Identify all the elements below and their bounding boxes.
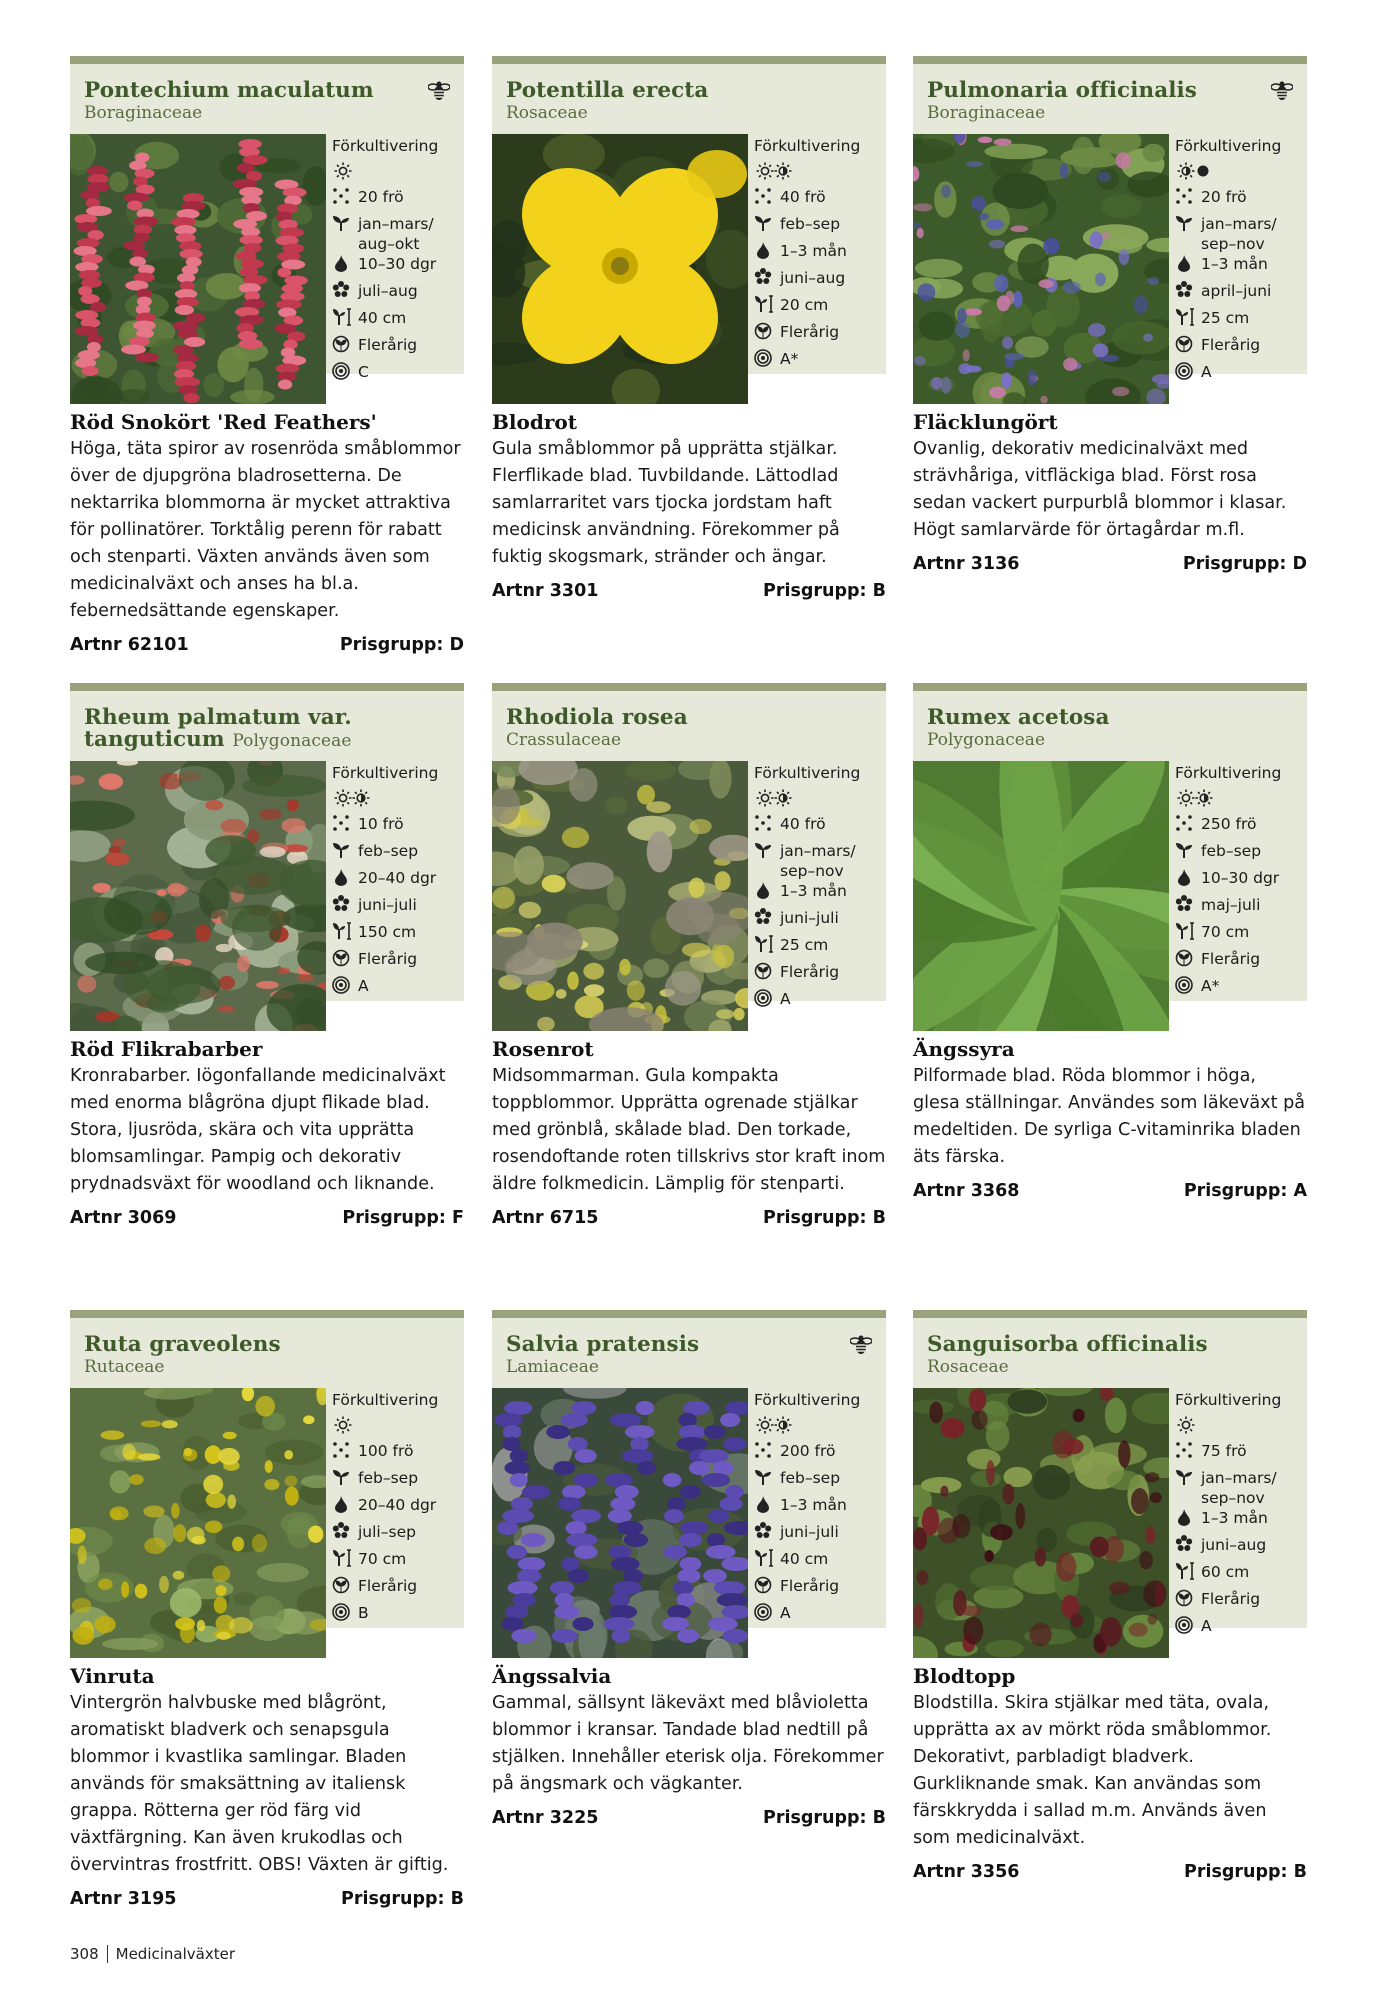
lifespan-icon	[1175, 335, 1197, 355]
price-group: Prisgrupp: B	[763, 581, 886, 601]
cultivation-specs	[1175, 763, 1305, 1003]
germination-drop-icon	[754, 241, 776, 261]
lifespan: Flerårig	[1175, 1589, 1305, 1616]
card-header-band	[70, 56, 464, 381]
description: Gula småblommor på upprätta stjälkar. Flerflikade blad. Tuvbildande. Lättodlad samlarraritet vars tjocka jordstam haft medicinsk användning. Förekommer på fuktig skogsmark, stränder och ängar.	[492, 439, 840, 567]
cultivation-specs	[754, 136, 884, 376]
plant-photo	[70, 761, 326, 1031]
card-header-band	[492, 1310, 886, 1628]
difficulty-target-icon	[1175, 362, 1197, 382]
plant-photo	[492, 761, 748, 1031]
product-meta	[70, 1208, 464, 1228]
germination-time: 10–30 dgr	[1175, 868, 1305, 895]
precultivation-label: Förkultivering	[754, 137, 861, 155]
cultivation-specs	[754, 763, 884, 1016]
product-card	[913, 683, 1307, 1201]
light-requirement	[332, 1414, 462, 1441]
shade-icon	[1195, 161, 1211, 179]
difficulty: A	[1175, 1616, 1305, 1643]
product-card	[70, 1310, 464, 1909]
half-shade-icon	[1195, 788, 1213, 806]
precultivation-label: Förkultivering	[1175, 1391, 1282, 1409]
page-number: 308	[70, 1945, 99, 1963]
flowering-period: juni–juli	[754, 908, 884, 935]
full-sun-icon	[334, 1415, 352, 1433]
germination-drop-icon	[332, 868, 354, 888]
lifespan-icon	[332, 335, 354, 355]
precultivation-label: Förkultivering	[754, 764, 861, 782]
full-sun-icon	[756, 161, 774, 179]
precultivation-label: Förkultivering	[332, 764, 439, 782]
card-header-band	[913, 56, 1307, 381]
lifespan: Flerårig	[1175, 335, 1305, 362]
family-name: Crassulaceae	[506, 730, 622, 750]
latin-name: Rumex acetosa	[927, 705, 1110, 730]
flower-icon	[1175, 1535, 1197, 1555]
article-number: Artnr 3301	[492, 581, 599, 601]
difficulty-target-icon	[754, 989, 776, 1009]
plant-photo	[492, 134, 748, 404]
flowering-period: juli–sep	[332, 1522, 462, 1549]
article-number: Artnr 3069	[70, 1208, 177, 1228]
price-group: Prisgrupp: D	[1182, 554, 1307, 574]
sowing-period: jan–mars/ sep–nov	[1175, 214, 1305, 254]
common-name: Ängssyra	[913, 1037, 1015, 1061]
product-meta	[913, 1181, 1307, 1201]
germination-time: 1–3 mån	[754, 881, 884, 908]
plant-photo	[70, 1388, 326, 1658]
seed-dots-icon	[332, 814, 354, 834]
article-number: Artnr 62101	[70, 635, 189, 655]
plant-photo	[913, 134, 1169, 404]
flowering-period: maj–juli	[1175, 895, 1305, 922]
sowing-period: feb–sep	[754, 1468, 884, 1495]
lifespan-icon	[754, 962, 776, 982]
description: Pilformade blad. Röda blommor i höga, glesa ställningar. Användes som läkeväxt på medeltiden. De syrliga C-vitaminrika bladen äts färska.	[913, 1066, 1306, 1167]
common-name: Fläcklungört	[913, 410, 1058, 434]
cultivation-specs	[754, 1390, 884, 1630]
difficulty: A	[1175, 362, 1305, 389]
full-sun-icon	[334, 161, 352, 179]
seed-dots-icon	[1175, 1441, 1197, 1461]
card-header-band	[70, 683, 464, 1001]
difficulty: B	[332, 1603, 462, 1630]
seed-count: 75 frö	[1175, 1441, 1305, 1468]
precultivation-label: Förkultivering	[332, 1391, 439, 1409]
full-sun-icon	[334, 788, 352, 806]
article-number: Artnr 3136	[913, 554, 1020, 574]
difficulty: C	[332, 362, 462, 389]
sowing-icon	[754, 214, 776, 234]
price-group: Prisgrupp: B	[763, 1208, 886, 1228]
family-name: Rosaceae	[927, 1357, 1009, 1377]
full-sun-icon	[756, 1415, 774, 1433]
latin-name: Salvia pratensis	[506, 1332, 700, 1357]
family-name: Polygonaceae	[232, 731, 352, 751]
price-group: Prisgrupp: B	[341, 1889, 464, 1909]
flower-icon	[1175, 895, 1197, 915]
product-meta	[70, 1889, 464, 1909]
product-meta	[492, 1208, 886, 1228]
product-meta	[913, 554, 1307, 574]
seed-dots-icon	[332, 1441, 354, 1461]
light-requirement	[332, 160, 462, 187]
description: Kronrabarber. Iögonfallande medicinalväxt med enorma blågröna djupt flikade blad. Stora, ljusröda, skära och vita upprätta blomsamlingar. Pampig och dekorativ prydnadsväxt för woodland och liknande.	[70, 1066, 446, 1194]
common-name: Röd Snokört 'Red Feathers'	[70, 410, 377, 434]
price-group: Prisgrupp: D	[339, 635, 464, 655]
product-card	[913, 1310, 1307, 1882]
height-icon	[1175, 922, 1197, 942]
product-card	[492, 56, 886, 601]
height-icon	[754, 295, 776, 315]
section-name: Medicinalväxter	[115, 1945, 236, 1963]
germination-time: 1–3 mån	[754, 1495, 884, 1522]
germination-drop-icon	[754, 1495, 776, 1515]
product-meta	[492, 581, 886, 601]
common-name: Rosenrot	[492, 1037, 594, 1061]
family-name: Rutaceae	[84, 1357, 165, 1377]
bee-pollinator-icon	[1271, 80, 1293, 102]
page-footer	[70, 1945, 235, 1963]
plant-photo	[913, 1388, 1169, 1658]
family-name: Rosaceae	[506, 103, 588, 123]
article-number: Artnr 3225	[492, 1808, 599, 1828]
description: Ovanlig, dekorativ medicinalväxt med strävhåriga, vitfläckiga blad. Först rosa sedan vackert purpurblå blommor i klasar. Högt samlarvärde för örtagårdar m.fl.	[913, 439, 1287, 540]
sowing-icon	[332, 214, 354, 234]
lifespan: Flerårig	[754, 322, 884, 349]
flower-icon	[332, 281, 354, 301]
description: Midsommarman. Gula kompakta toppblommor. Upprätta ogrenade stjälkar med grönblå, skålade blad. Den torkade, rosendoftande roten tillskrivs stor kraft inom äldre folkmedicin. Lämplig för stenparti.	[492, 1066, 886, 1194]
common-name: Ängssalvia	[492, 1664, 612, 1688]
half-shade-icon	[774, 788, 792, 806]
lifespan: Flerårig	[332, 1576, 462, 1603]
lifespan: Flerårig	[1175, 949, 1305, 976]
plant-height: 40 cm	[332, 308, 462, 335]
common-name: Vinruta	[70, 1664, 155, 1688]
bee-pollinator-icon	[428, 80, 450, 102]
description: Vintergrön halvbuske med blågrönt, aromatiskt bladverk och senapsgula blommor i kvastlika samlingar. Bladen används för smaksättning av italiensk grappa. Rötterna ger röd färg vid växtfärgning. Kan även krukodlas och övervintras frostfritt. OBS! Växten är giftig.	[70, 1693, 449, 1875]
cultivation-specs	[332, 136, 462, 389]
precultivation-label: Förkultivering	[1175, 764, 1282, 782]
germination-drop-icon	[1175, 254, 1197, 274]
footer-divider	[107, 1945, 108, 1963]
difficulty-target-icon	[754, 349, 776, 369]
difficulty-target-icon	[754, 1603, 776, 1623]
lifespan: Flerårig	[754, 1576, 884, 1603]
height-icon	[332, 1549, 354, 1569]
light-requirement	[754, 1414, 884, 1441]
latin-name: Potentilla erecta	[506, 78, 709, 103]
germination-time: 20–40 dgr	[332, 868, 462, 895]
plant-height: 20 cm	[754, 295, 884, 322]
latin-name: Sanguisorba officinalis	[927, 1332, 1208, 1357]
plant-height: 70 cm	[1175, 922, 1305, 949]
difficulty: A	[754, 989, 884, 1016]
height-icon	[332, 308, 354, 328]
cultivation-specs	[1175, 1390, 1305, 1643]
plant-height: 60 cm	[1175, 1562, 1305, 1589]
plant-height: 25 cm	[754, 935, 884, 962]
price-group: Prisgrupp: F	[342, 1208, 464, 1228]
description: Blodstilla. Skira stjälkar med täta, ovala, upprätta ax av mörkt röda småblommor. Dekorativt, parbladigt bladverk. Gurkliknande smak. Kan användas som färskkrydda i sallad m.m. Används även som medicinalväxt.	[913, 1693, 1272, 1848]
sowing-period: jan–mars/ sep–nov	[1175, 1468, 1305, 1508]
product-meta	[492, 1808, 886, 1828]
lifespan-icon	[332, 949, 354, 969]
sowing-period: feb–sep	[754, 214, 884, 241]
sowing-period: jan–mars/ sep–nov	[754, 841, 884, 881]
flowering-period: juli–aug	[332, 281, 462, 308]
height-icon	[332, 922, 354, 942]
difficulty-target-icon	[332, 1603, 354, 1623]
half-shade-icon	[352, 788, 370, 806]
lifespan: Flerårig	[332, 335, 462, 362]
difficulty: A*	[1175, 976, 1305, 1003]
family-name: Boraginaceae	[84, 103, 203, 123]
product-card	[913, 56, 1307, 574]
height-icon	[1175, 308, 1197, 328]
sowing-period: feb–sep	[332, 841, 462, 868]
half-shade-icon	[774, 161, 792, 179]
light-requirement	[754, 160, 884, 187]
height-icon	[1175, 1562, 1197, 1582]
sowing-icon	[332, 841, 354, 861]
common-name: Röd Flikrabarber	[70, 1037, 263, 1061]
seed-dots-icon	[1175, 187, 1197, 207]
description: Gammal, sällsynt läkeväxt med blåvioletta blommor i kransar. Tandade blad nedtill på stjälken. Innehåller eterisk olja. Förekommer på ängsmark och vägkanter.	[492, 1693, 884, 1794]
plant-photo	[913, 761, 1169, 1031]
precultivation-label: Förkultivering	[332, 137, 439, 155]
latin-name: Pontechium maculatum	[84, 78, 374, 103]
germination-time: 1–3 mån	[754, 241, 884, 268]
lifespan-icon	[332, 1576, 354, 1596]
sowing-icon	[1175, 214, 1197, 234]
cultivation-specs	[1175, 136, 1305, 389]
product-card	[492, 1310, 886, 1828]
sowing-icon	[1175, 841, 1197, 861]
seed-count: 40 frö	[754, 187, 884, 214]
seed-count: 250 frö	[1175, 814, 1305, 841]
flower-icon	[332, 895, 354, 915]
description: Höga, täta spiror av rosenröda småblommor över de djupgröna bladrosetterna. De nektarrika blommorna är mycket attraktiva för pollinatörer. Torktålig perenn för rabatt och stenparti. Växten används även som medicinalväxt och anses ha bl.a. febernedsättande egenskaper.	[70, 439, 461, 621]
seed-count: 20 frö	[1175, 187, 1305, 214]
seed-count: 100 frö	[332, 1441, 462, 1468]
card-header-band	[913, 1310, 1307, 1635]
half-shade-icon	[774, 1415, 792, 1433]
price-group: Prisgrupp: B	[1184, 1862, 1307, 1882]
plant-height: 150 cm	[332, 922, 462, 949]
sowing-period: feb–sep	[1175, 841, 1305, 868]
lifespan: Flerårig	[754, 962, 884, 989]
product-meta	[70, 635, 464, 655]
cultivation-specs	[332, 1390, 462, 1630]
seed-dots-icon	[754, 187, 776, 207]
light-requirement	[1175, 160, 1305, 187]
germination-time: 1–3 mån	[1175, 254, 1305, 281]
germination-drop-icon	[1175, 1508, 1197, 1528]
latin-name: Rhodiola rosea	[506, 705, 688, 730]
price-group: Prisgrupp: A	[1183, 1181, 1307, 1201]
price-group: Prisgrupp: B	[763, 1808, 886, 1828]
difficulty-target-icon	[332, 362, 354, 382]
light-requirement	[1175, 1414, 1305, 1441]
plant-photo	[70, 134, 326, 404]
seed-count: 10 frö	[332, 814, 462, 841]
card-header-band	[492, 56, 886, 374]
latin-name: Pulmonaria officinalis	[927, 78, 1197, 103]
product-meta	[913, 1862, 1307, 1882]
flower-icon	[754, 1522, 776, 1542]
common-name: Blodtopp	[913, 1664, 1016, 1688]
card-header-band	[913, 683, 1307, 1001]
height-icon	[754, 935, 776, 955]
lifespan-icon	[1175, 949, 1197, 969]
sowing-icon	[1175, 1468, 1197, 1488]
precultivation-label: Förkultivering	[754, 1391, 861, 1409]
seed-count: 40 frö	[754, 814, 884, 841]
plant-height: 25 cm	[1175, 308, 1305, 335]
flower-icon	[1175, 281, 1197, 301]
difficulty-target-icon	[1175, 976, 1197, 996]
seed-dots-icon	[754, 814, 776, 834]
flowering-period: april–juni	[1175, 281, 1305, 308]
germination-time: 1–3 mån	[1175, 1508, 1305, 1535]
germination-time: 20–40 dgr	[332, 1495, 462, 1522]
card-header-band	[492, 683, 886, 1008]
difficulty: A	[332, 976, 462, 1003]
seed-count: 20 frö	[332, 187, 462, 214]
lifespan-icon	[754, 1576, 776, 1596]
height-icon	[754, 1549, 776, 1569]
bee-pollinator-icon	[850, 1334, 872, 1356]
light-requirement	[1175, 787, 1305, 814]
article-number: Artnr 3195	[70, 1889, 177, 1909]
germination-time: 10–30 dgr	[332, 254, 462, 281]
flowering-period: juni–juli	[332, 895, 462, 922]
light-requirement	[754, 787, 884, 814]
full-sun-icon	[1177, 788, 1195, 806]
latin-name: Rheum palmatum var. tanguticum Polygonaceae	[84, 705, 352, 752]
difficulty: A	[754, 1603, 884, 1630]
common-name: Blodrot	[492, 410, 577, 434]
sowing-icon	[754, 1468, 776, 1488]
cultivation-specs	[332, 763, 462, 1003]
precultivation-label: Förkultivering	[1175, 137, 1282, 155]
article-number: Artnr 6715	[492, 1208, 599, 1228]
lifespan: Flerårig	[332, 949, 462, 976]
seed-dots-icon	[1175, 814, 1197, 834]
product-card	[70, 683, 464, 1228]
sowing-icon	[754, 841, 776, 861]
sowing-period: jan–mars/ aug–okt	[332, 214, 462, 254]
sowing-icon	[332, 1468, 354, 1488]
sowing-period: feb–sep	[332, 1468, 462, 1495]
seed-dots-icon	[332, 187, 354, 207]
card-header-band	[70, 1310, 464, 1628]
plant-photo	[492, 1388, 748, 1658]
difficulty-target-icon	[332, 976, 354, 996]
flowering-period: juni–juli	[754, 1522, 884, 1549]
flower-icon	[754, 908, 776, 928]
germination-drop-icon	[332, 254, 354, 274]
lifespan-icon	[754, 322, 776, 342]
full-sun-icon	[756, 788, 774, 806]
germination-drop-icon	[754, 881, 776, 901]
light-requirement	[332, 787, 462, 814]
seed-count: 200 frö	[754, 1441, 884, 1468]
full-sun-icon	[1177, 1415, 1195, 1433]
half-shade-icon	[1177, 161, 1195, 179]
article-number: Artnr 3368	[913, 1181, 1020, 1201]
flowering-period: juni–aug	[1175, 1535, 1305, 1562]
product-card	[70, 56, 464, 655]
article-number: Artnr 3356	[913, 1862, 1020, 1882]
germination-drop-icon	[332, 1495, 354, 1515]
flower-icon	[332, 1522, 354, 1542]
flowering-period: juni–aug	[754, 268, 884, 295]
family-name: Lamiaceae	[506, 1357, 599, 1377]
family-name: Boraginaceae	[927, 103, 1046, 123]
latin-name: Ruta graveolens	[84, 1332, 281, 1357]
plant-height: 40 cm	[754, 1549, 884, 1576]
lifespan-icon	[1175, 1589, 1197, 1609]
flower-icon	[754, 268, 776, 288]
difficulty-target-icon	[1175, 1616, 1197, 1636]
seed-dots-icon	[754, 1441, 776, 1461]
plant-height: 70 cm	[332, 1549, 462, 1576]
product-card	[492, 683, 886, 1228]
family-name: Polygonaceae	[927, 730, 1046, 750]
germination-drop-icon	[1175, 868, 1197, 888]
difficulty: A*	[754, 349, 884, 376]
